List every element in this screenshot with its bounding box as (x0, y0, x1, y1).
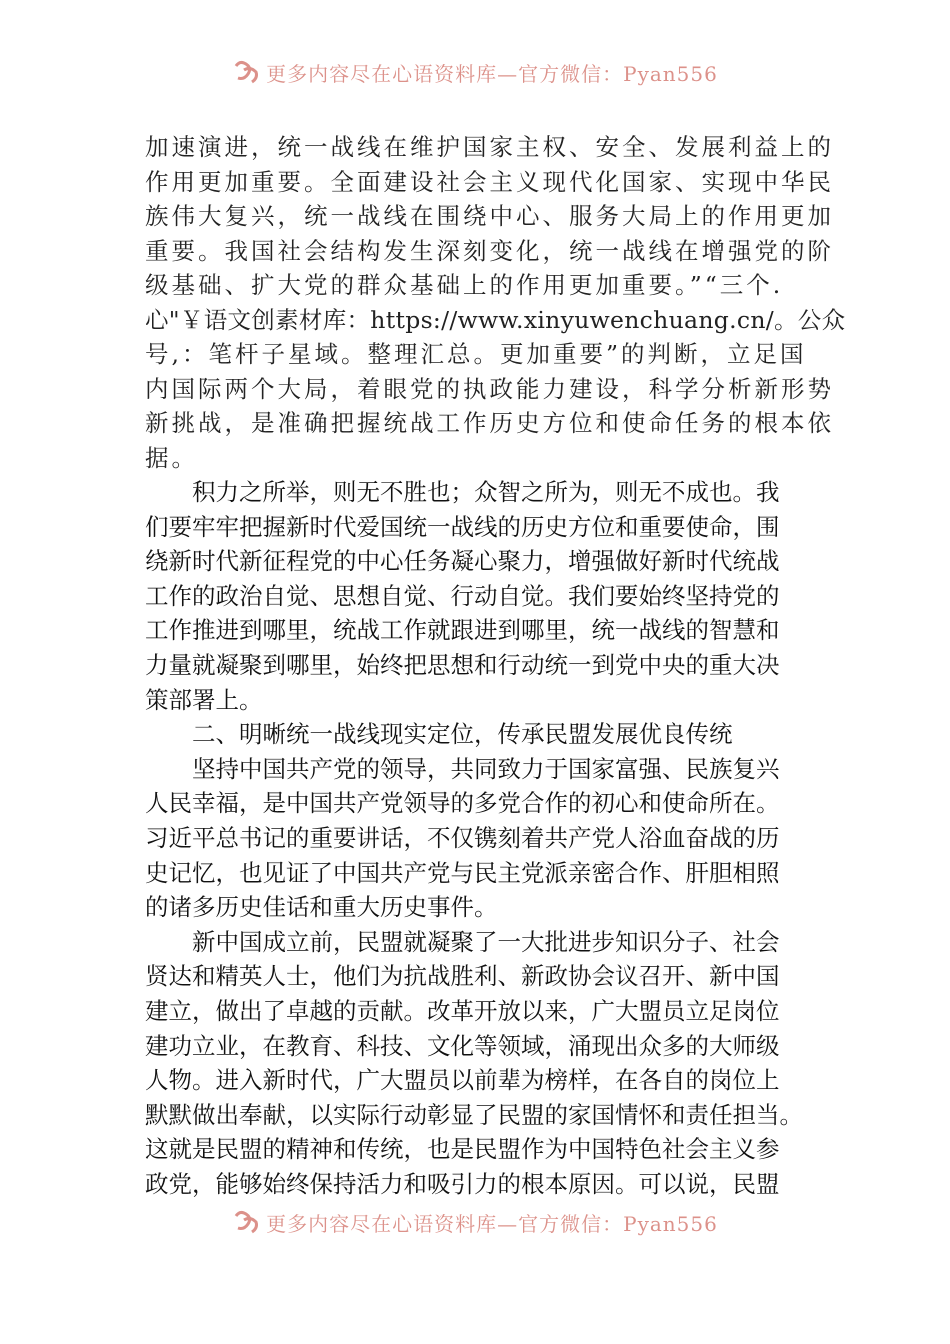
text-line: 建功立业，在教育、科技、文化等领域，涌现出众多的大师级 (145, 1031, 780, 1060)
text-line: 绕新时代新征程党的中心任务凝心聚力，增强做好新时代统战 (145, 547, 780, 576)
paragraph-continued (145, 130, 846, 475)
text-line: 贤达和精英人士，他们为抗战胜利、新政协会议召开、新中国 (145, 962, 780, 991)
text-line: 内国际两个大局，着眼党的执政能力建设，科学分析新形势 (145, 374, 834, 403)
text-line: 习近平总书记的重要讲话，不仅镌刻着共产党人浴血奋战的历 (145, 823, 780, 852)
text-line: 史记忆，也见证了中国共产党与民主党派亲密合作、肝胆相照 (145, 858, 780, 887)
text-line: 族伟大复兴，统一战线在围绕中心、服务大局上的作用更加 (145, 202, 834, 230)
text-line: 工作推进到哪里，统战工作就跟进到哪里，统一战线的智慧和 (145, 616, 780, 645)
text-line: 积力之所举，则无不胜也；众智之所为，则无不成也。我 (145, 478, 780, 506)
document-body (145, 130, 846, 1201)
watermark-text: 更多内容尽在心语资料库—官方微信：Pyan556 (266, 61, 718, 86)
text-line: 人民幸福，是中国共产党领导的多党合作的初心和使命所在。 (145, 789, 780, 818)
watermark-header (0, 52, 950, 92)
text-line: 们要牢牢把握新时代爱国统一战线的历史方位和重要使命，围 (145, 512, 780, 541)
watermark-text: 更多内容尽在心语资料库—官方微信：Pyan556 (266, 1211, 718, 1236)
text-line: 这就是民盟的精神和传统，也是民盟作为中国特色社会主义参 (145, 1135, 780, 1164)
text-line: 作用更加重要。全面建设社会主义现代化国家、实现中华民 (145, 167, 834, 196)
text-line: 建立，做出了卓越的贡献。改革开放以来，广大盟员立足岗位 (145, 996, 780, 1025)
text-line: 的诸多历史佳话和重大历史事件。 (145, 893, 498, 922)
section-heading-text: 二、明晰统一战线现实定位，传承民盟发展优良传统 (145, 720, 733, 749)
text-line: 人物。进入新时代，广大盟员以前辈为榜样，在各自的岗位上 (145, 1066, 780, 1095)
text-line: 重要。我国社会结构发生深刻变化，统一战线在增强党的阶 (145, 236, 834, 265)
text-line: 政党，能够始终保持活力和吸引力的根本原因。可以说，民盟 (145, 1169, 780, 1198)
text-line: 心"￥语文创素材库：https://www.xinyuwenchuang.cn/。公众 (145, 305, 846, 334)
text-line: 策部署上。 (145, 685, 263, 714)
text-line: 加速演进，统一战线在维护国家主权、安全、发展利益上的 (145, 133, 834, 161)
paragraph-leadership (145, 752, 810, 925)
brand-logo-icon (232, 58, 260, 86)
text-line: 坚持中国共产党的领导，共同致力于国家富强、民族复兴 (145, 754, 780, 783)
brand-logo-icon (232, 1208, 260, 1236)
text-line: 默默做出奉献，以实际行动彰显了民盟的家国情怀和责任担当。 (145, 1100, 803, 1129)
text-line: 新中国成立前，民盟就凝聚了一大批进步知识分子、社会 (145, 927, 780, 956)
text-line: 力量就凝聚到哪里，始终把思想和行动统一到党中央的重大决 (145, 650, 780, 679)
text-line: 级基础、扩大党的群众基础上的作用更加重要。”“三个. (145, 271, 784, 299)
text-line: 据。 (145, 443, 198, 472)
watermark-footer (0, 1202, 950, 1242)
text-line: 号,：笔杆子星域。整理汇总。更加重要”的判断，立足国 (145, 340, 807, 368)
text-line: 工作的政治自觉、思想自觉、行动自觉。我们要始终坚持党的 (145, 581, 780, 610)
section-heading (145, 717, 810, 752)
text-line: 新挑战，是准确把握统战工作历史方位和使命任务的根本依 (145, 409, 834, 437)
paragraph-minmeng-history (145, 925, 810, 1202)
paragraph-unity (145, 475, 810, 717)
